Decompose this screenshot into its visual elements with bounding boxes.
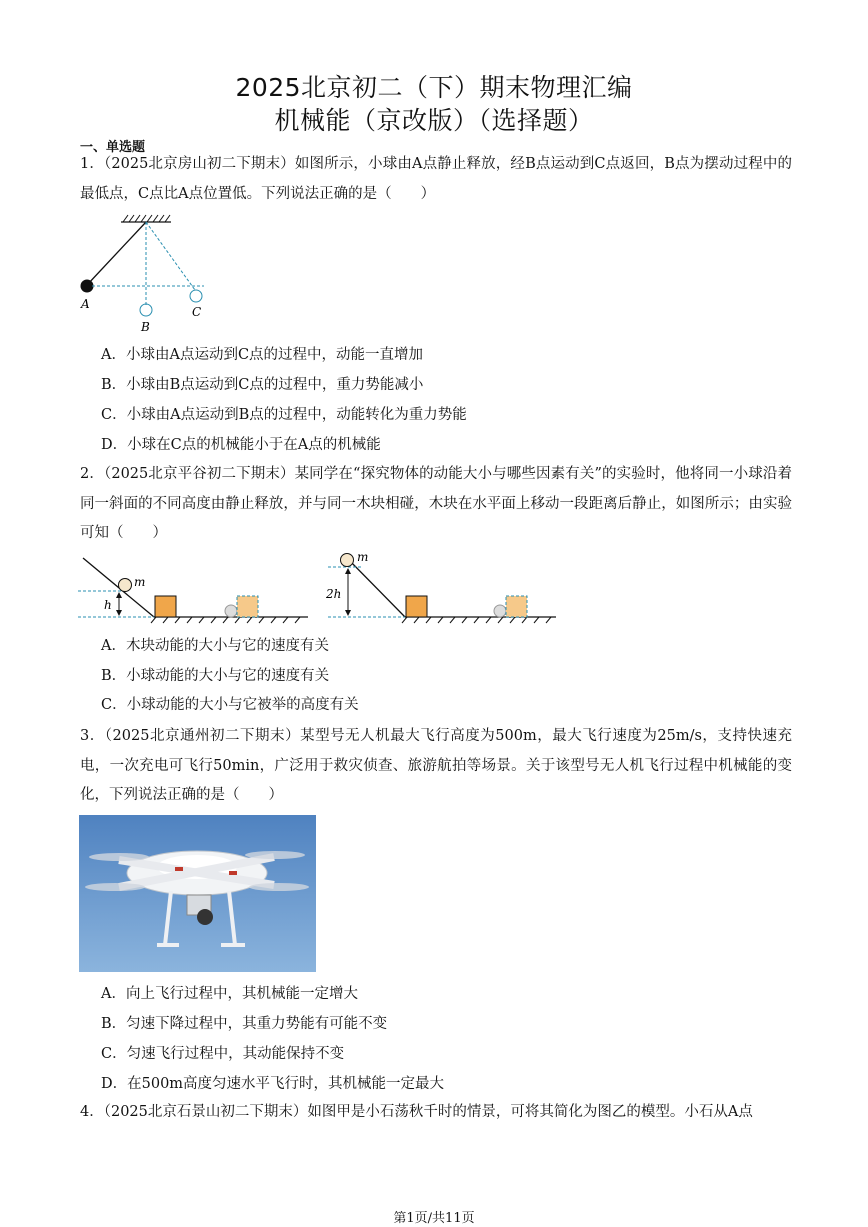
question-2-option-b: B．小球动能的大小与它的速度有关 (101, 668, 330, 684)
label-A: A (81, 297, 90, 311)
string-to-C (146, 222, 195, 290)
question-3-stem: 3．（2025北京通州初二下期末）某型号无人机最大飞行高度为500m，最大飞行速度为25m/s，支持快速充电，一次充电可飞行50min，广泛用于救灾侦查、旅游航拍等场景。关于该型号无人机飞行过程中机械能的变化，下列说法正确的是（ ） (80, 728, 792, 803)
question-2-stem: 2．（2025北京平谷初二下期末）某同学在“探究物体的动能大小与哪些因素有关”的实验时，他将同一小球沿着同一斜面的不同高度由静止释放，并与同一木块相碰，木块在水平面上移动一段距离后静止，如图所示；由实验可知（ ） (80, 466, 792, 541)
question-4-stem: 4．（2025北京石景山初二下期末）如图甲是小石荡秋千时的情景，可将其简化为图乙的模型。小石从A点 (80, 1104, 753, 1120)
question-1-option-a: A．小球由A点运动到C点的过程中，动能一直增加 (101, 347, 424, 363)
setup-height-2h (325, 550, 556, 623)
question-2-option-a: A．木块动能的大小与它的速度有关 (101, 638, 329, 654)
pendulum-figure (76, 210, 216, 335)
doc-title-line1: 2025北京初二（下）期末物理汇编 (235, 73, 633, 102)
question-1-stem: 1．（2025北京房山初二下期末）如图所示，小球由A点静止释放，经B点运动到C点返回，B点为摆动过程中的最低点，C点比A点位置低。下列说法正确的是（ ） (80, 156, 792, 202)
doc-title-line2: 机械能（京改版）（选择题） (274, 106, 594, 135)
section-heading: 一、单选题 (80, 140, 146, 155)
question-3-option-c: C．匀速飞行过程中，其动能保持不变 (101, 1046, 345, 1062)
drone-photo (79, 815, 316, 972)
question-3-option-d: D．在500m高度匀速水平飞行时，其机械能一定最大 (101, 1076, 445, 1092)
question-1-option-c: C．小球由A点运动到B点的过程中，动能转化为重力势能 (101, 407, 467, 423)
label-m-right: m (357, 550, 369, 564)
label-C: C (192, 305, 202, 319)
label-2h: 2h (326, 587, 342, 601)
setup-height-h (78, 558, 308, 623)
pendulum-string (87, 222, 146, 285)
label-m-left: m (134, 575, 146, 589)
page-footer: 第1页/共11页 (393, 1211, 475, 1226)
question-3-option-b: B．匀速下降过程中，其重力势能有可能不变 (101, 1016, 388, 1032)
wood-block-end (237, 596, 258, 617)
kinetic-energy-experiment-figure (78, 548, 560, 628)
question-2-option-c: C．小球动能的大小与它被举的高度有关 (101, 697, 359, 713)
ceiling-support (121, 215, 171, 222)
question-3-option-a: A．向上飞行过程中，其机械能一定增大 (101, 986, 358, 1002)
question-1-option-d: D．小球在C点的机械能小于在A点的机械能 (101, 437, 381, 453)
ball-A (81, 280, 94, 293)
label-h: h (104, 598, 112, 612)
question-1-option-b: B．小球由B点运动到C点的过程中，重力势能减小 (101, 377, 424, 393)
ball-C (190, 290, 202, 302)
ball-B (140, 304, 152, 316)
wood-block-start (155, 596, 176, 617)
label-B: B (141, 320, 150, 334)
